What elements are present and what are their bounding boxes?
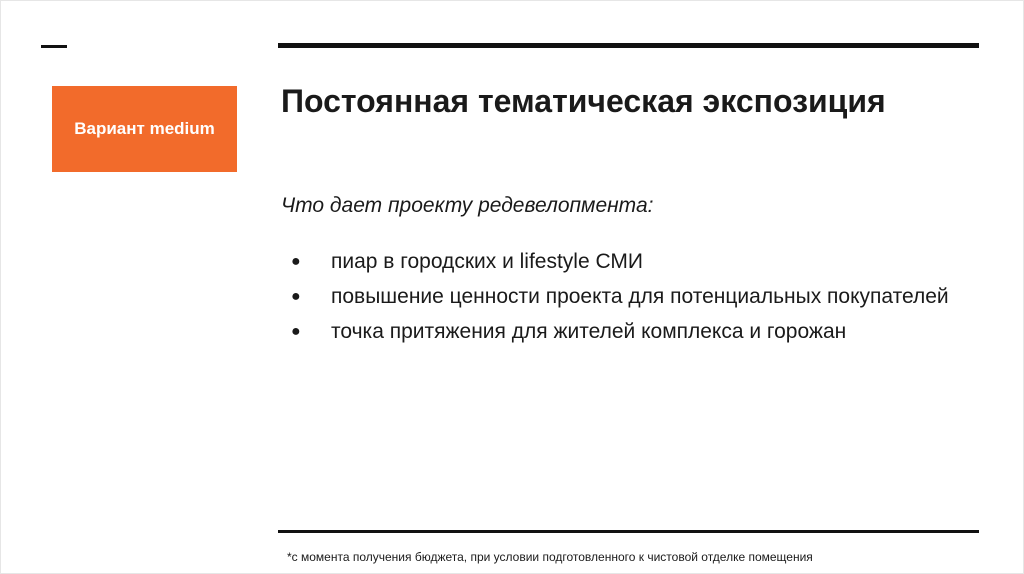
variant-badge xyxy=(52,86,237,172)
bullet-icon: ● xyxy=(291,288,301,305)
list-item xyxy=(291,280,981,313)
bullet-icon: ● xyxy=(291,253,301,270)
list-item xyxy=(291,315,981,348)
list-item-text: пиар в городских и lifestyle СМИ xyxy=(331,250,644,273)
variant-badge-label: Вариант medium xyxy=(74,119,215,138)
top-divider xyxy=(278,43,979,48)
bottom-divider xyxy=(278,530,979,533)
corner-dash xyxy=(41,45,67,48)
page-title: Постоянная тематическая экспозиция xyxy=(281,83,886,119)
list-item-text: повышение ценности проекта для потенциальных покупателей xyxy=(331,285,949,308)
footnote: *с момента получения бюджета, при условии подготовленного к чистовой отделке помещения xyxy=(287,550,813,564)
list-item xyxy=(291,245,981,278)
subtitle: Что дает проекту редевелопмента: xyxy=(281,194,654,217)
benefits-list xyxy=(291,245,981,350)
list-item-text: точка притяжения для жителей комплекса и горожан xyxy=(331,320,847,343)
bullet-icon: ● xyxy=(291,323,301,340)
